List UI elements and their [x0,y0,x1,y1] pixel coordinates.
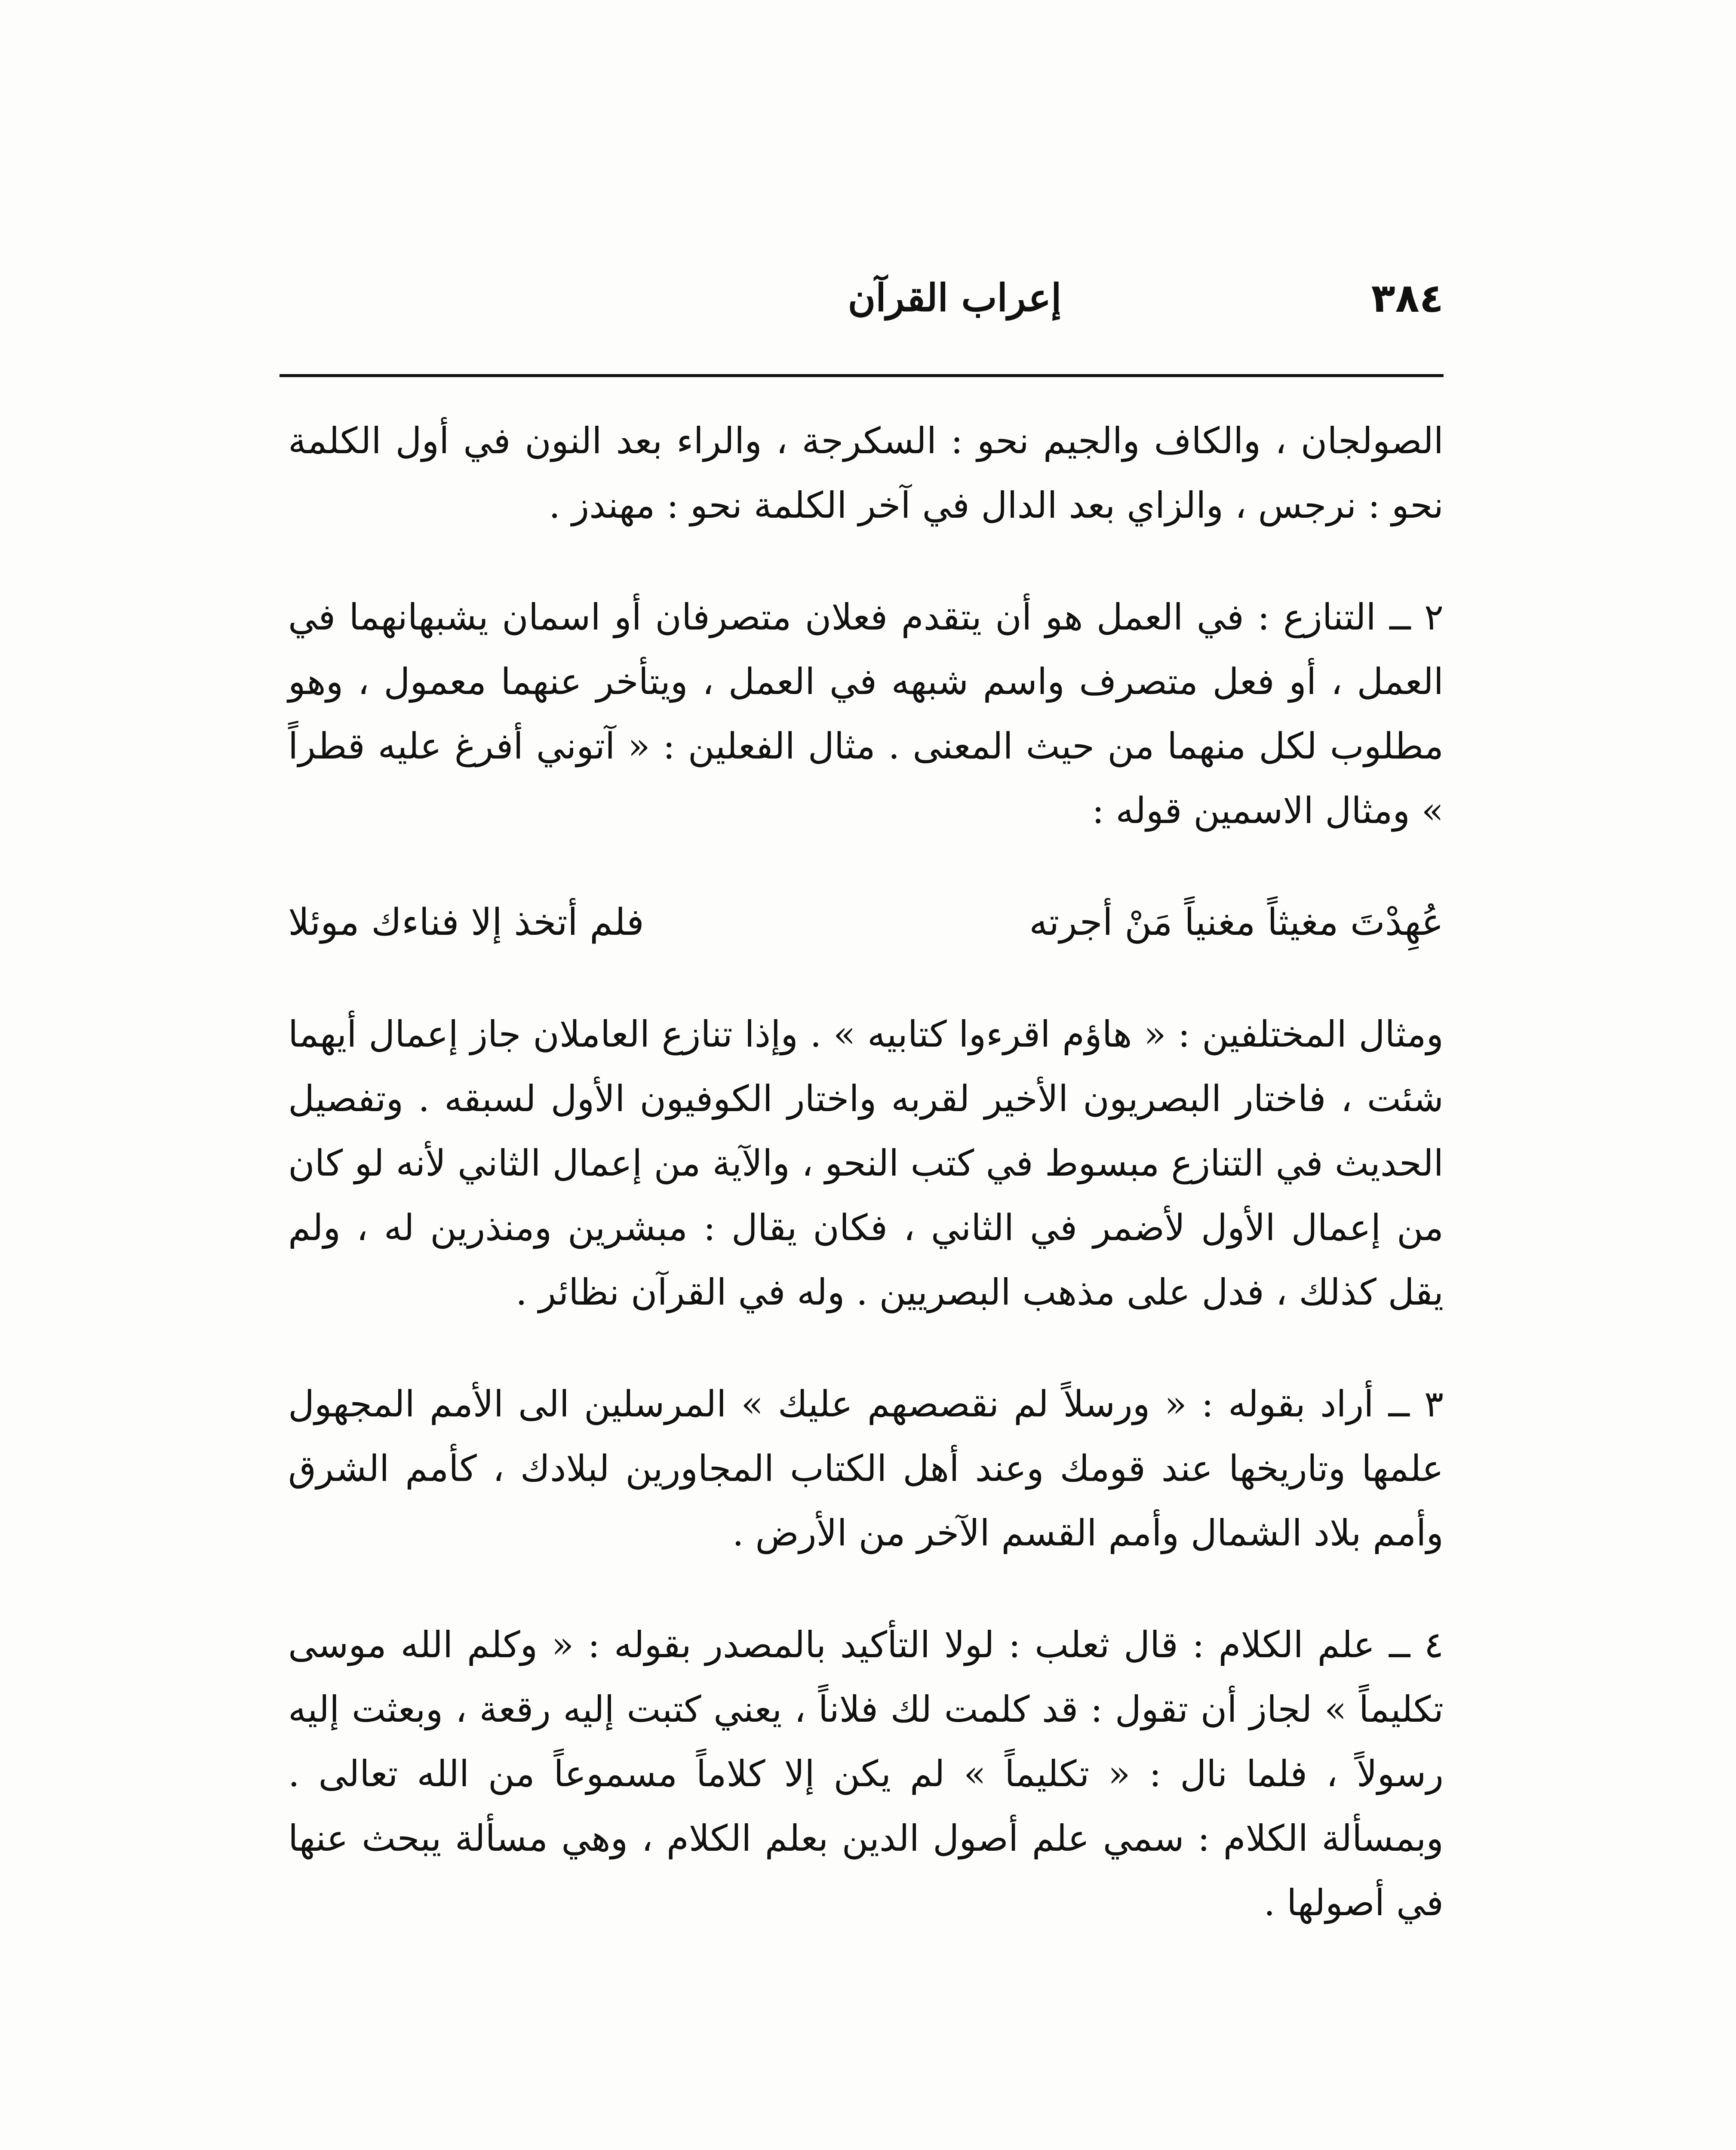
paragraph-1: الصولجان ، والكاف والجيم نحو : السكرجة ، والراء بعد النون في أول الكلمة نحو : نرجس ، والزاي بعد الدال في آخر الكلمة نحو : مهندز . [288,420,1444,526]
paragraph-4: ٣ ــ أراد بقوله : « ورسلاً لم نقصصهم عليك » المرسلين الى الأمم المجهول علمها وتاريخها عند قومك وعند أهل الكتاب المجاورين لبلادك ، كأمم الشرق وأمم بلاد الشمال وأمم القسم الآخر من الأرض . [288,1383,1444,1554]
poetry-verse [288,890,1444,955]
header-rule [280,374,1444,377]
page-number: ٣٨٤ [1371,275,1444,321]
verse-second-hemistich: فلم أتخذ إلا فناءك موئلا [288,901,644,944]
paragraph-2: ٢ ــ التنازع : في العمل هو أن يتقدم فعلان متصرفان أو اسمان يشبهانهما في العمل ، أو فعل متصرف واسم شبهه في العمل ، ويتأخر عنهما معمول ، وهو مطلوب لكل منهما من حيث المعنى . مثال الفعلين : « آتوني أفرغ عليه قطراً » ومثال الاسمين قوله : [288,596,1444,832]
verse-first-hemistich: عُهِدْتَ مغيثاً مغنياً مَنْ أجرته [1029,901,1444,944]
page-body [288,408,1444,1982]
running-title: إعراب القرآن [848,275,1062,320]
paragraph-3: ومثال المختلفين : « هاؤم اقرءوا كتابيه » . وإذا تنازع العاملان جاز إعمال أيهما شئت ، فاختار البصريون الأخير لقربه واختار الكوفيون الأول لسبقه . وتفصيل الحديث في التنازع مبسوط في كتب النحو ، والآية من إعمال الثاني لأنه لو كان من إعمال الأول لأضمر في الثاني ، فكان يقال : مبشرين ومنذرين له ، ولم يقل كذلك ، فدل على مذهب البصريين . وله في القرآن نظائر . [288,1013,1444,1313]
page-header [288,275,1448,331]
paragraph-5: ٤ ــ علم الكلام : قال ثعلب : لولا التأكيد بالمصدر بقوله : « وكلم الله موسى تكليماً » لجاز أن تقول : قد كلمت لك فلاناً ، يعني كتبت إليه رقعة ، وبعثت إليه رسولاً ، فلما نال : « تكليماً » لم يكن إلا كلاماً مسموعاً من الله تعالى . وبمسألة الكلام : سمي علم أصول الدين بعلم الكلام ، وهي مسألة يبحث عنها في أصولها . [288,1624,1444,1924]
